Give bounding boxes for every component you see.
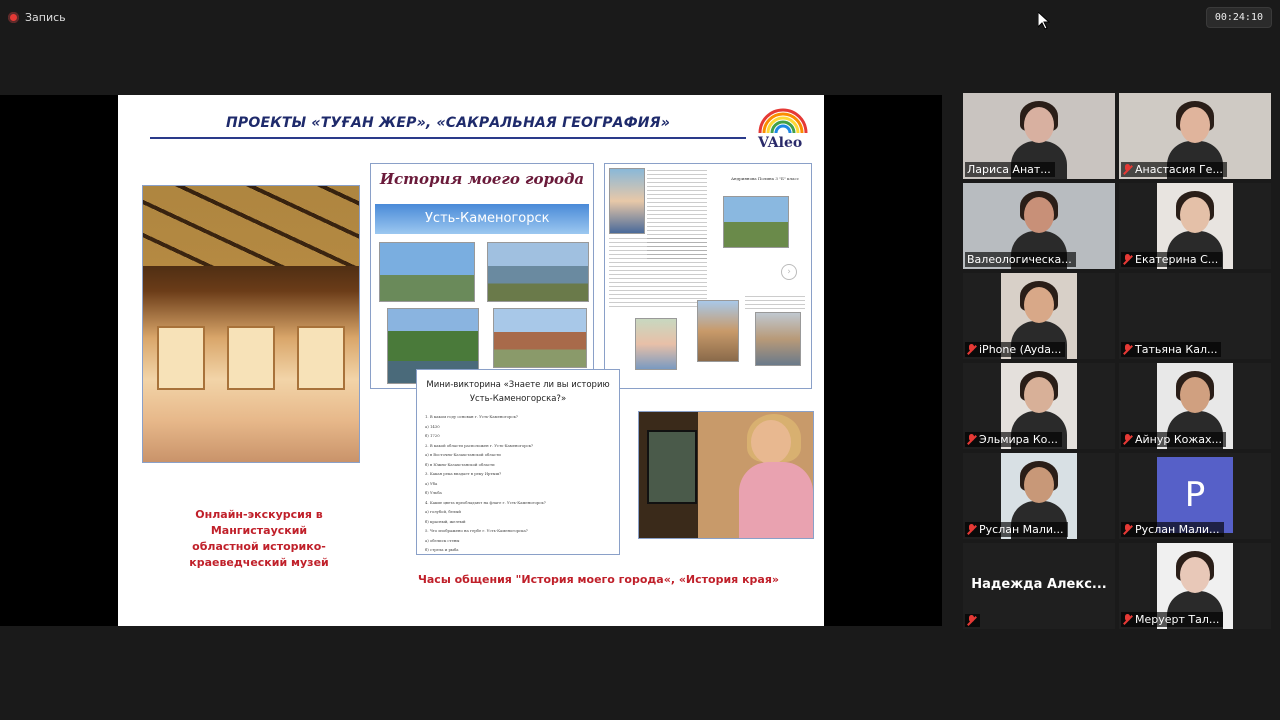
quiz-item: а) в Восточно-Казахстанской области [425,452,501,457]
quiz-item: 2. В какой области расположен г. Усть-Каменогорск? [425,442,534,448]
participant-name: Руслан Мали... [1135,523,1220,536]
participant-name-tag [1121,432,1226,447]
participant-name-tag [965,522,1068,537]
quiz-panel [416,369,620,555]
quiz-item: а) 1430 [425,423,440,429]
participant-tile[interactable] [963,183,1115,269]
quiz-item: 4. Какие цвета преобладают на флаге г. Усть-Каменогорск? [425,499,546,505]
report-photo [635,318,677,370]
participant-name-tag [1121,252,1222,267]
participant-name: iPhone (Ayda... [979,343,1062,356]
city-banner-text: Усть-Каменогорск [425,211,550,226]
participant-name: Лариса Анат... [967,163,1051,176]
participant-name-tag [965,162,1055,177]
participant-tile[interactable] [1119,183,1271,269]
participant-tile[interactable] [1119,363,1271,449]
quiz-item: 1. В каком году основан г. Усть-Каменогорск? [425,414,518,419]
participant-name-tag [965,432,1062,447]
quiz-item: 3. Какая река впадает в реку Иртыш? [425,471,502,476]
participant-name-tag [965,342,1065,357]
participant-tile[interactable] [1119,93,1271,179]
participant-name-tag [965,252,1076,267]
muted-mic-icon [1123,254,1132,265]
city-photo [493,308,587,368]
participant-tile[interactable] [963,543,1115,629]
excursion-caption: Онлайн-экскурсия в Мангистауский областной историко-краеведческий музей [189,508,329,569]
report-heading: Андриянова Полина 3 "Б" класс [731,176,799,181]
participant-name-tag [1121,612,1223,627]
participant-name-tag [965,614,980,627]
class-hours-caption: Часы общения "История моего города«, «История края» [418,573,780,586]
quiz-item: б) 1720 [425,433,440,438]
report-photo [697,300,739,362]
participant-name: Эльмира Ко... [979,433,1058,446]
participant-name: Валеологическа... [967,253,1072,266]
muted-mic-icon [967,615,976,626]
muted-mic-icon [1123,344,1132,355]
participant-tile[interactable] [963,453,1115,539]
title-divider [150,137,746,139]
muted-mic-icon [1123,164,1132,175]
recording-label: Запись [25,11,66,24]
museum-photo [142,185,360,463]
participant-name-tag [1121,162,1227,177]
muted-mic-icon [1123,614,1132,625]
participant-display-name: Надежда Алекс... [971,577,1107,592]
next-arrow-icon: › [781,264,797,280]
muted-mic-icon [1123,434,1132,445]
participant-name-tag [1121,342,1221,357]
quiz-title: Мини-викторина «Знаете ли вы историю Усть-Каменогорска?» [426,380,610,404]
record-icon [8,12,19,23]
presentation-slide [118,95,824,626]
quiz-item: а) голубой, белый [425,509,461,514]
city-banner [375,204,589,234]
student-report-panel [604,163,812,389]
participant-tile[interactable] [1119,273,1271,359]
city-panel-title: История моего города [379,170,585,188]
report-photo [755,312,801,366]
quiz-list [425,414,611,557]
logo-text: VAleo [758,135,803,151]
participant-name-tag [1121,522,1224,537]
participant-name: Анастасия Ге... [1135,163,1223,176]
city-photo [487,242,589,302]
participant-name: Татьяна Кал... [1135,343,1218,356]
participant-name: Меруерт Тал... [1135,613,1220,626]
participant-tile[interactable] [963,363,1115,449]
muted-mic-icon [967,434,976,445]
participant-tile[interactable] [963,273,1115,359]
screen-share-area[interactable] [0,95,942,626]
participant-tile[interactable] [963,93,1115,179]
quiz-item: а) обелиск стены [425,537,460,543]
report-photo [723,196,789,248]
muted-mic-icon [1123,524,1132,535]
participant-name: Айнур Кожах... [1135,433,1223,446]
recording-indicator[interactable] [8,11,66,24]
meeting-timer: 00:24:10 [1206,7,1272,28]
quiz-item: б) красный, желтый [425,518,466,524]
child-at-computer-photo [638,411,814,539]
quiz-item: б) стрела и рыба [425,547,459,552]
quiz-item: 5. Что изображено на гербе г. Усть-Каменогорска? [425,528,528,533]
quiz-item: б) в Южно-Казахстанской области [425,461,495,467]
slide-title: ПРОЕКТЫ «ТУҒАН ЖЕР», «САКРАЛЬНАЯ ГЕОГРАФИЯ» [226,115,670,131]
city-photo [379,242,475,302]
participant-tile[interactable] [1119,453,1271,539]
participant-name: Екатерина С... [1135,253,1219,266]
city-history-panel [370,163,594,389]
mouse-cursor-icon [1038,12,1050,34]
avatar: P [1157,457,1233,533]
report-photo [609,168,645,234]
muted-mic-icon [967,344,976,355]
quiz-item: а) Уба [425,480,438,486]
quiz-item: б) Ульба [425,490,442,495]
muted-mic-icon [967,524,976,535]
participant-tile[interactable] [1119,543,1271,629]
participant-name: Руслан Мали... [979,523,1064,536]
